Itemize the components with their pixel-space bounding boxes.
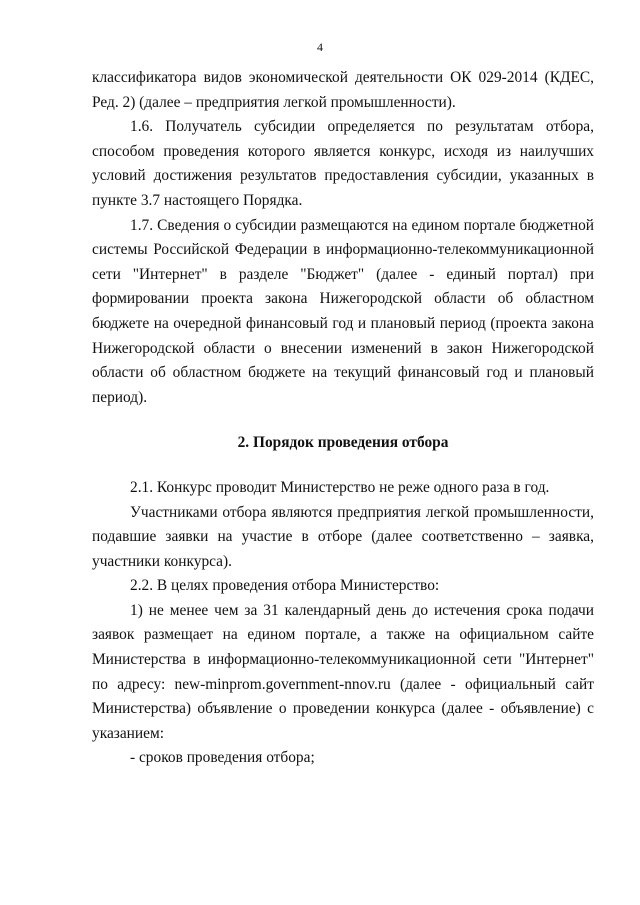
document-body bbox=[92, 66, 594, 771]
page-number: 4 bbox=[317, 40, 323, 54]
paragraph-item-1: 1) не менее чем за 31 календарный день до истечения срока подачи заявок размещает на едином портале, а также на официальном сайте Министерства в информационно-телекоммуникационной сети "Интернет" по адресу: new-minprom.government-nnov.ru (далее - официальный сайт Министерства) объявление о проведении конкурса (далее - объявление) с указанием: bbox=[92, 601, 594, 742]
paragraph-2-1: 2.1. Конкурс проводит Министерство не реже одного раза в год. bbox=[130, 478, 550, 496]
paragraph-continuation: классификатора видов экономической деятельности ОК 029-2014 (КДЕС, Ред. 2) (далее – предприятия легкой промышленности). bbox=[92, 69, 594, 111]
paragraph-2-2: 2.2. В целях проведения отбора Министерство: bbox=[130, 577, 440, 595]
paragraph-bullet-terms: - сроков проведения отбора; bbox=[130, 749, 315, 767]
paragraph-participants: Участниками отбора являются предприятия легкой промышленности, подавшие заявки на участие в отборе (далее соответственно – заявка, участники конкурса). bbox=[92, 503, 594, 570]
section-heading: 2. Порядок проведения отбора bbox=[237, 434, 449, 452]
paragraph-1-7: 1.7. Сведения о субсидии размещаются на едином портале бюджетной системы Российской Федерации в информационно-телекоммуникационной сети "Интернет" в разделе "Бюджет" (далее - единый портал) при формировании проекта закона Нижегородской области об областном бюджете на очередной финансовый год и плановый период (проекта закона Нижегородской области о внесении изменений в закон Нижегородской области об областном бюджете на текущий финансовый год и плановый период). bbox=[92, 216, 594, 406]
paragraph-1-6: 1.6. Получатель субсидии определяется по результатам отбора, способом проведения которого является конкурс, исходя из наилучших условий достижения результатов предоставления субсидии, указанных в пункте 3.7 настоящего Порядка. bbox=[92, 118, 594, 209]
